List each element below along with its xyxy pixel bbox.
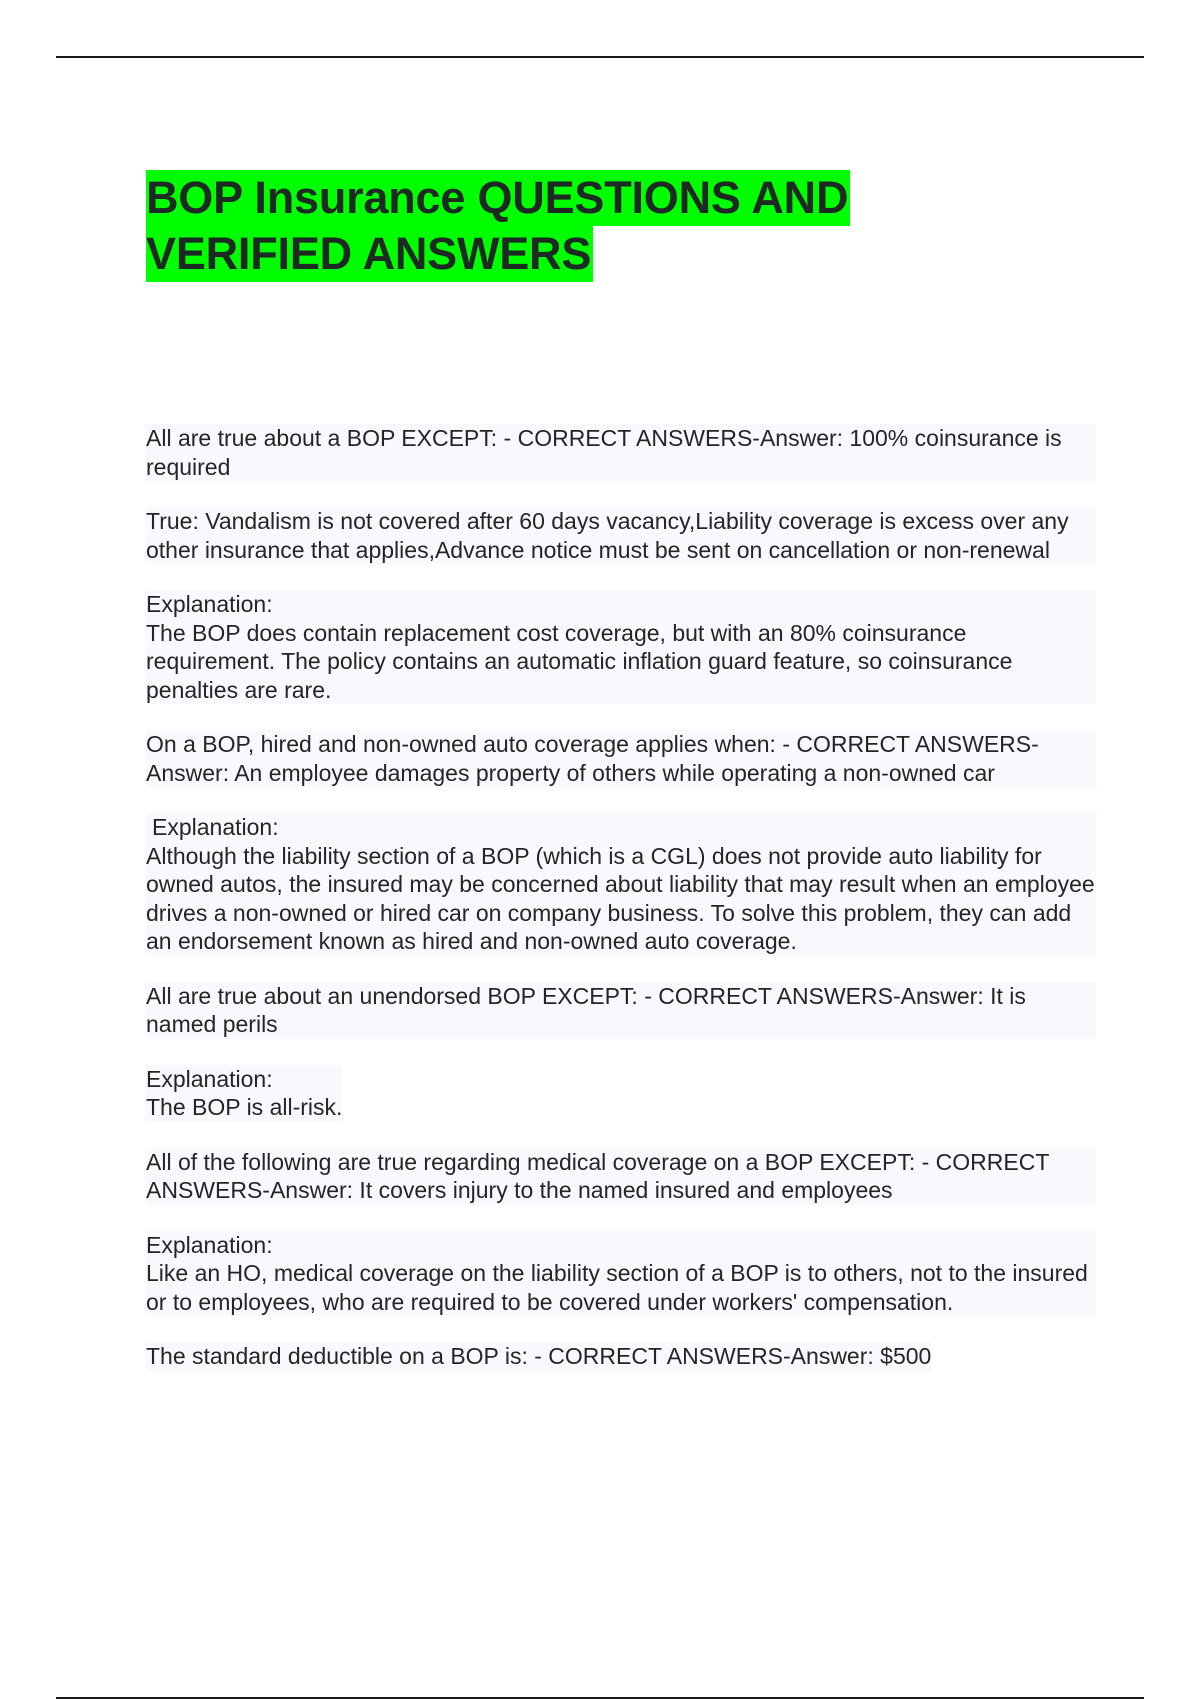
explanation-3 [146,1065,342,1122]
question-text: All are true about a BOP EXCEPT: - CORRECT ANSWERS-Answer: 100% coinsurance is required [146,425,1062,480]
page-title [146,170,946,282]
explanation-1 [146,590,1096,704]
true-statements [146,507,1096,564]
explanation-text: Like an HO, medical coverage on the liability section of a BOP is to others, not to the insured or to employees, who are required to be covered under workers' compensation. [146,1260,1088,1315]
header-rule [56,56,1144,58]
question-4 [146,1148,1096,1205]
footer-rule [56,1697,1144,1699]
explanation-label: Explanation: [152,814,279,840]
explanation-label: Explanation: [146,1065,273,1092]
explanation-4 [146,1231,1096,1317]
question-5 [146,1342,931,1371]
true-statements-text: True: Vandalism is not covered after 60 days vacancy,Liability coverage is excess over any other insurance that applies,Advance notice must be sent on cancellation or non-renewal [146,508,1069,563]
question-text: All are true about an unendorsed BOP EXCEPT: - CORRECT ANSWERS-Answer: It is named perils [146,982,1026,1037]
explanation-text: Although the liability section of a BOP (which is a CGL) does not provide auto liability for owned autos, the insured may be concerned about liability that may result when an employee drives a non-owned or hired car on company business. To solve this problem, they can add an endorsement known as hired and non-owned auto coverage. [146,842,1095,954]
question-3 [146,982,1096,1039]
question-text: On a BOP, hired and non-owned auto coverage applies when: - CORRECT ANSWERS-Answer: An employee damages property of others while operating a non-owned car [146,731,1039,786]
explanation-text: The BOP does contain replacement cost coverage, but with an 80% coinsurance requirement. The policy contains an automatic inflation guard feature, so coinsurance penalties are rare. [146,619,1013,703]
question-text: All of the following are true regarding medical coverage on a BOP EXCEPT: - CORRECT ANSWERS-Answer: It covers injury to the named insured and employees [146,1148,1049,1203]
title-line-2: VERIFIED ANSWERS [146,226,593,282]
document-body [146,424,1096,1397]
title-line-1: BOP Insurance QUESTIONS AND [146,170,850,226]
explanation-2 [146,813,1096,956]
explanation-text: The BOP is all-risk. [146,1094,343,1120]
explanation-label: Explanation: [146,1231,273,1258]
explanation-label: Explanation: [146,591,273,617]
question-2 [146,730,1096,787]
question-text: The standard deductible on a BOP is: - CORRECT ANSWERS-Answer: $500 [146,1343,932,1369]
question-1 [146,424,1096,481]
